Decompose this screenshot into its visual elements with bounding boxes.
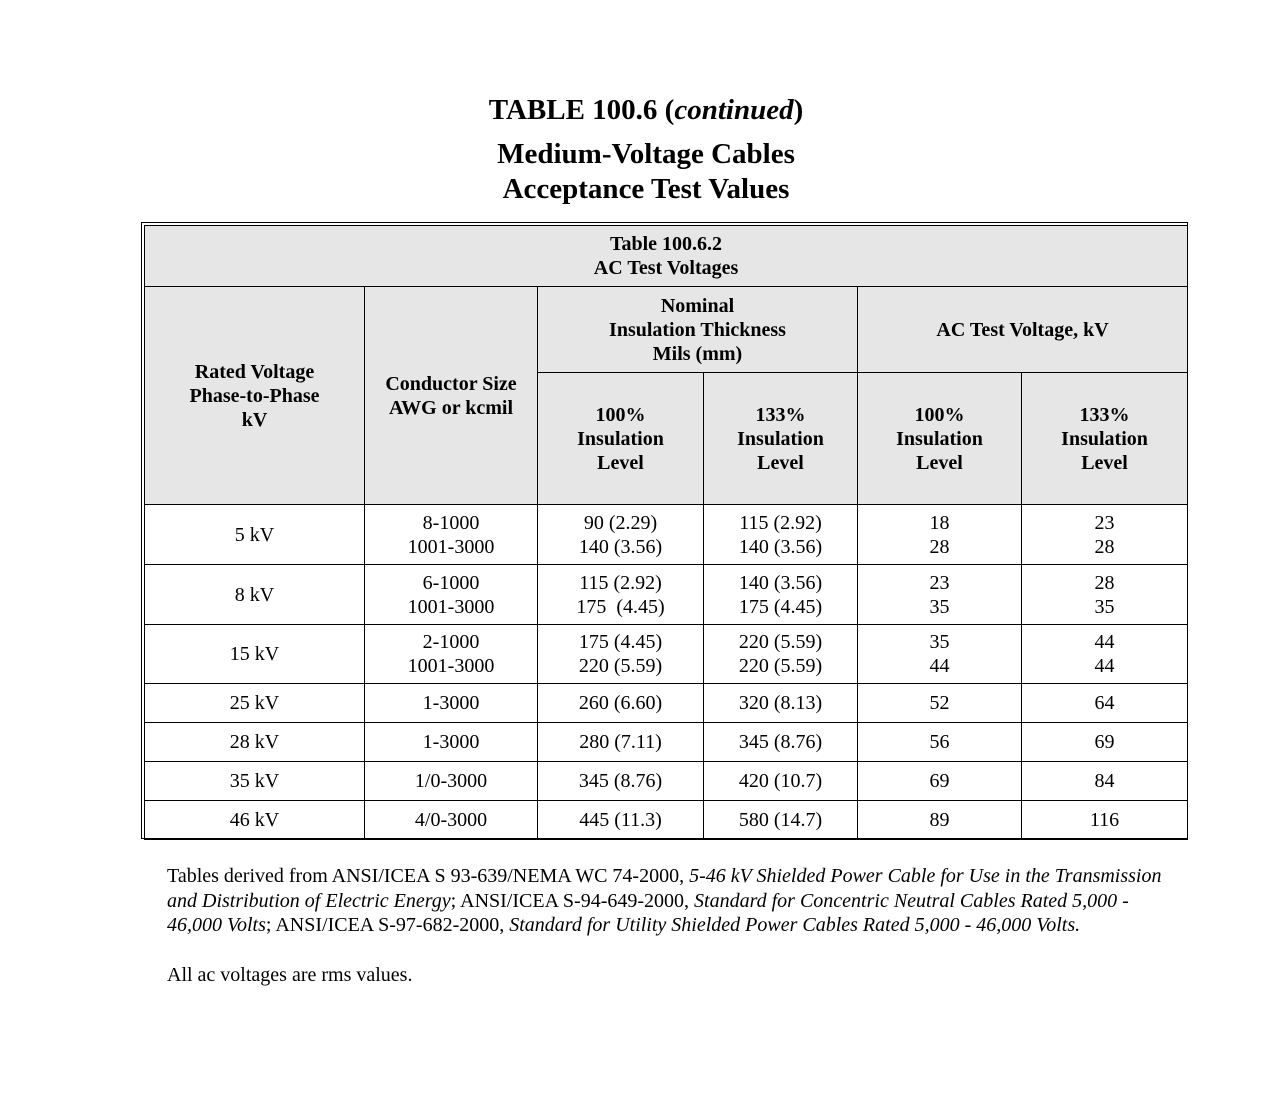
cell-rated: 8 kV bbox=[145, 565, 365, 625]
cell-rated: 35 kV bbox=[145, 762, 365, 801]
header-group-ac-test-voltage: AC Test Voltage, kV bbox=[858, 287, 1188, 373]
title-suffix: ) bbox=[793, 94, 804, 126]
header-group-insulation-thickness: Nominal Insulation Thickness Mils (mm) bbox=[538, 287, 858, 373]
cell-thickness-100: 260 (6.60) bbox=[538, 684, 704, 723]
header-thickness-133: 133% Insulation Level bbox=[704, 373, 858, 505]
table-row bbox=[145, 801, 1188, 840]
rms-note: All ac voltages are rms values. bbox=[167, 963, 413, 986]
table-notes bbox=[167, 864, 1167, 987]
cell-ac-100: 23 35 bbox=[858, 565, 1022, 625]
cell-thickness-133: 140 (3.56) 175 (4.45) bbox=[704, 565, 858, 625]
table-row bbox=[145, 505, 1188, 565]
cell-ac-100: 35 44 bbox=[858, 625, 1022, 684]
table-frame bbox=[141, 222, 1188, 839]
cell-ac-133: 44 44 bbox=[1022, 625, 1188, 684]
cell-ac-133: 69 bbox=[1022, 723, 1188, 762]
table-row bbox=[145, 762, 1188, 801]
cell-ac-100: 52 bbox=[858, 684, 1022, 723]
header-rated-voltage: Rated Voltage Phase-to-Phase kV bbox=[145, 287, 365, 505]
cell-conductor: 1/0-3000 bbox=[365, 762, 538, 801]
header-ac-133: 133% Insulation Level bbox=[1022, 373, 1188, 505]
cell-ac-133: 84 bbox=[1022, 762, 1188, 801]
cell-rated: 15 kV bbox=[145, 625, 365, 684]
cell-ac-133: 116 bbox=[1022, 801, 1188, 840]
cell-ac-133: 23 28 bbox=[1022, 505, 1188, 565]
cell-conductor: 8-1000 1001-3000 bbox=[365, 505, 538, 565]
cell-thickness-133: 345 (8.76) bbox=[704, 723, 858, 762]
cell-thickness-133: 115 (2.92) 140 (3.56) bbox=[704, 505, 858, 565]
cell-rated: 25 kV bbox=[145, 684, 365, 723]
title-continued: continued bbox=[674, 94, 794, 126]
table-row bbox=[145, 565, 1188, 625]
subtitle-line-2: Acceptance Test Values bbox=[502, 173, 790, 205]
cell-thickness-100: 175 (4.45) 220 (5.59) bbox=[538, 625, 704, 684]
cell-thickness-133: 580 (14.7) bbox=[704, 801, 858, 840]
cell-thickness-133: 420 (10.7) bbox=[704, 762, 858, 801]
cell-thickness-133: 220 (5.59) 220 (5.59) bbox=[704, 625, 858, 684]
cell-conductor: 6-1000 1001-3000 bbox=[365, 565, 538, 625]
header-conductor-size: Conductor Size AWG or kcmil bbox=[365, 287, 538, 505]
cell-rated: 46 kV bbox=[145, 801, 365, 840]
table-title bbox=[0, 90, 1272, 130]
cell-thickness-100: 445 (11.3) bbox=[538, 801, 704, 840]
table-subtitle bbox=[0, 137, 1272, 207]
cell-rated: 28 kV bbox=[145, 723, 365, 762]
cell-conductor: 4/0-3000 bbox=[365, 801, 538, 840]
title-prefix: TABLE 100.6 ( bbox=[488, 94, 675, 126]
table-row bbox=[145, 625, 1188, 684]
table-row bbox=[145, 723, 1188, 762]
cell-thickness-100: 115 (2.92) 175 (4.45) bbox=[538, 565, 704, 625]
table-caption bbox=[145, 226, 1188, 287]
page-title-block bbox=[0, 90, 1272, 207]
cell-conductor: 2-1000 1001-3000 bbox=[365, 625, 538, 684]
caption-line-1: Table 100.6.2 bbox=[610, 233, 723, 255]
cell-thickness-100: 280 (7.11) bbox=[538, 723, 704, 762]
header-thickness-100: 100% Insulation Level bbox=[538, 373, 704, 505]
cell-ac-133: 64 bbox=[1022, 684, 1188, 723]
caption-line-2: AC Test Voltages bbox=[593, 257, 739, 279]
cell-conductor: 1-3000 bbox=[365, 684, 538, 723]
cell-ac-100: 89 bbox=[858, 801, 1022, 840]
source-note: Tables derived from ANSI/ICEA S 93-639/NEMA WC 74-2000, 5-46 kV Shielded Power Cable for Use in the Transmission and Distribution of Electric Energy; ANSI/ICEA S-94-649-2000, Standard for Concentric Neutral Cables Rated 5,000 - 46,000 Volts; ANSI/ICEA S-97-682-2000, Standard for Utility Shielded Power Cables Rated 5,000 - 46,000 Volts. bbox=[167, 865, 1162, 936]
subtitle-line-1: Medium-Voltage Cables bbox=[497, 138, 795, 170]
cell-ac-100: 69 bbox=[858, 762, 1022, 801]
cell-ac-100: 18 28 bbox=[858, 505, 1022, 565]
cell-ac-133: 28 35 bbox=[1022, 565, 1188, 625]
cell-rated: 5 kV bbox=[145, 505, 365, 565]
ac-test-voltage-table bbox=[144, 225, 1188, 840]
cell-conductor: 1-3000 bbox=[365, 723, 538, 762]
cell-thickness-133: 320 (8.13) bbox=[704, 684, 858, 723]
cell-thickness-100: 345 (8.76) bbox=[538, 762, 704, 801]
header-ac-100: 100% Insulation Level bbox=[858, 373, 1022, 505]
table-row bbox=[145, 684, 1188, 723]
cell-ac-100: 56 bbox=[858, 723, 1022, 762]
table-body bbox=[145, 505, 1188, 840]
cell-thickness-100: 90 (2.29) 140 (3.56) bbox=[538, 505, 704, 565]
